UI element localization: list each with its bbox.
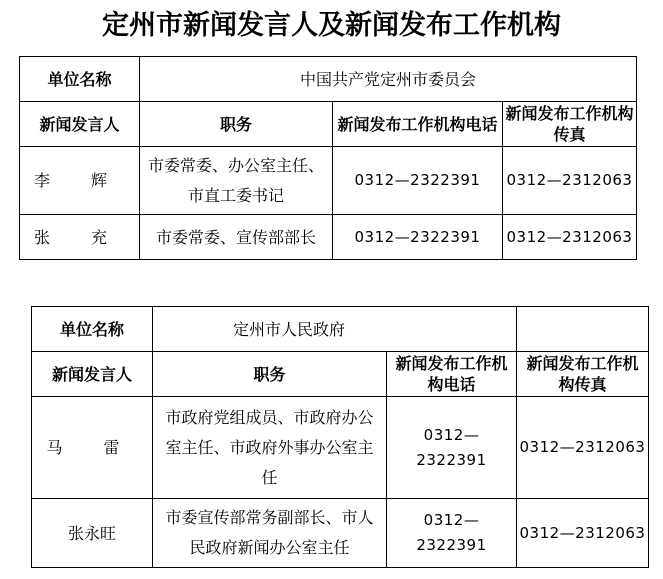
header-duty: 职务 <box>153 352 387 397</box>
unit-row <box>20 57 637 102</box>
spokesperson-name: 张永旺 <box>32 499 153 568</box>
unit-label: 单位名称 <box>32 307 153 352</box>
office-fax: 0312—2312063 <box>503 147 637 215</box>
spokesperson-name: 张 充 <box>20 215 140 260</box>
office-fax: 0312—2312063 <box>517 397 649 499</box>
spokesperson-duty: 市委宣传部常务副部长、市人民政府新闻办公室主任 <box>153 499 387 568</box>
spokesperson-name: 马 雷 <box>32 397 153 499</box>
header-phone: 新闻发布工作机构电话 <box>333 102 503 147</box>
office-phone: 0312—2322391 <box>333 215 503 260</box>
table-row <box>32 397 649 499</box>
header-phone: 新闻发布工作机构电话 <box>387 352 517 397</box>
spokesperson-table-party-committee <box>19 56 637 260</box>
table-row <box>32 499 649 568</box>
spokesperson-name: 李 辉 <box>20 147 140 215</box>
unit-row <box>32 307 649 352</box>
header-fax: 新闻发布工作机构传真 <box>503 102 637 147</box>
unit-empty-cell <box>517 307 649 352</box>
spokesperson-duty: 市政府党组成员、市政府办公室主任、市政府外事办公室主任 <box>153 397 387 499</box>
office-phone: 0312—2322391 <box>387 499 517 568</box>
office-fax: 0312—2312063 <box>517 499 649 568</box>
header-fax: 新闻发布工作机构传真 <box>517 352 649 397</box>
header-spokesperson: 新闻发言人 <box>32 352 153 397</box>
spokesperson-duty: 市委常委、宣传部部长 <box>140 215 333 260</box>
header-row <box>32 352 649 397</box>
unit-label: 单位名称 <box>20 57 140 102</box>
header-duty: 职务 <box>140 102 333 147</box>
office-fax: 0312—2312063 <box>503 215 637 260</box>
office-phone: 0312—2322391 <box>387 397 517 499</box>
table-row <box>20 215 637 260</box>
office-phone: 0312—2322391 <box>333 147 503 215</box>
spokesperson-table-municipal-government <box>31 306 649 568</box>
header-row <box>20 102 637 147</box>
spokesperson-duty: 市委常委、办公室主任、市直工委书记 <box>140 147 333 215</box>
table-row <box>20 147 637 215</box>
unit-value: 中国共产党定州市委员会 <box>140 57 637 102</box>
header-spokesperson: 新闻发言人 <box>20 102 140 147</box>
page-title: 定州市新闻发言人及新闻发布工作机构 <box>102 10 561 41</box>
unit-value: 定州市人民政府 <box>153 307 517 352</box>
